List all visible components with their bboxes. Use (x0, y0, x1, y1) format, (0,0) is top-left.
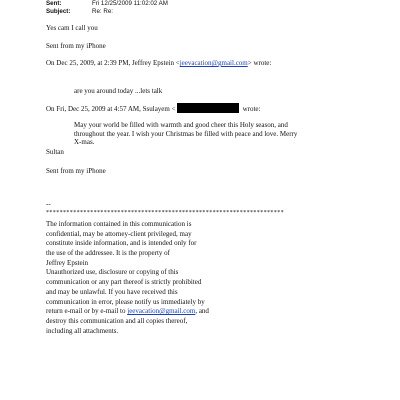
disclaimer-email-link[interactable]: jeevacation@gmail.com (127, 307, 196, 316)
disclaimer-line: the use of the addressee. It is the property of (46, 249, 171, 258)
separator-stars: ********************************************************************** (46, 210, 284, 216)
quote-1-header (46, 59, 271, 67)
disclaimer-line: including all attachments. (46, 326, 119, 335)
sender-name: Sultan (46, 148, 64, 156)
quote-1-email-link[interactable]: jeevacation@gmail.com (179, 59, 248, 67)
signature-1: Sent from my iPhone (46, 42, 106, 50)
signature-2: Sent from my iPhone (46, 167, 106, 175)
redaction-box (177, 103, 239, 113)
sent-value: Fri 12/25/2009 11:02:02 AM (92, 0, 168, 7)
disclaimer-line: The information contained in this communication is (46, 220, 192, 228)
disclaimer-line: confidential, may be attorney-client privileged, may (46, 229, 192, 238)
quote-2-header (46, 103, 260, 113)
disclaimer-email-prefix: return e-mail or by e-mail to (46, 307, 128, 316)
greeting-line: X-mas. (74, 138, 95, 147)
greeting-block (74, 121, 297, 147)
disclaimer-email-line (46, 307, 209, 317)
disclaimer-line: constitute inside information, and is intended only for (46, 239, 197, 248)
quote-1-suffix: > wrote: (247, 59, 272, 67)
disclaimer-email-suffix: , and (195, 307, 209, 316)
disclaimer-line: and may be unlawful. If you have received this (46, 287, 178, 296)
disclaimer-line: communication or any part thereof is strictly prohibited (46, 278, 202, 287)
quote-2-prefix: On Fri, Dec 25, 2009 at 4:57 AM, Ssulayem < (46, 105, 176, 113)
disclaimer-line: Unauthorized use, disclosure or copying of this (46, 268, 179, 277)
subject-label: Subject: (46, 8, 71, 15)
disclaimer-line: destroy this communication and all copies thereof, (46, 316, 188, 325)
quote-1-prefix: On Dec 25, 2009, at 2:39 PM, Jeffrey Epstein < (46, 59, 180, 67)
separator-dashes: -- (46, 200, 51, 208)
quote-2-suffix: wrote: (242, 105, 261, 113)
disclaimer-line: Jeffrey Epstein (46, 258, 89, 267)
greeting-line: May your world be filled with warmth and good cheer this Holy season, and (74, 121, 288, 129)
greeting-line: throughout the year. I wish your Christmas be filled with peace and love. Merry (74, 129, 298, 138)
subject-value: Re: Re: (92, 8, 113, 15)
quote-1-body: are you around today ...lets talk (74, 87, 163, 95)
disclaimer-line: communication in error, please notify us immediately by (46, 297, 205, 306)
reply-body: Yes cam I call you (46, 24, 98, 32)
sent-label: Sent: (46, 0, 62, 7)
disclaimer-block (46, 220, 209, 336)
